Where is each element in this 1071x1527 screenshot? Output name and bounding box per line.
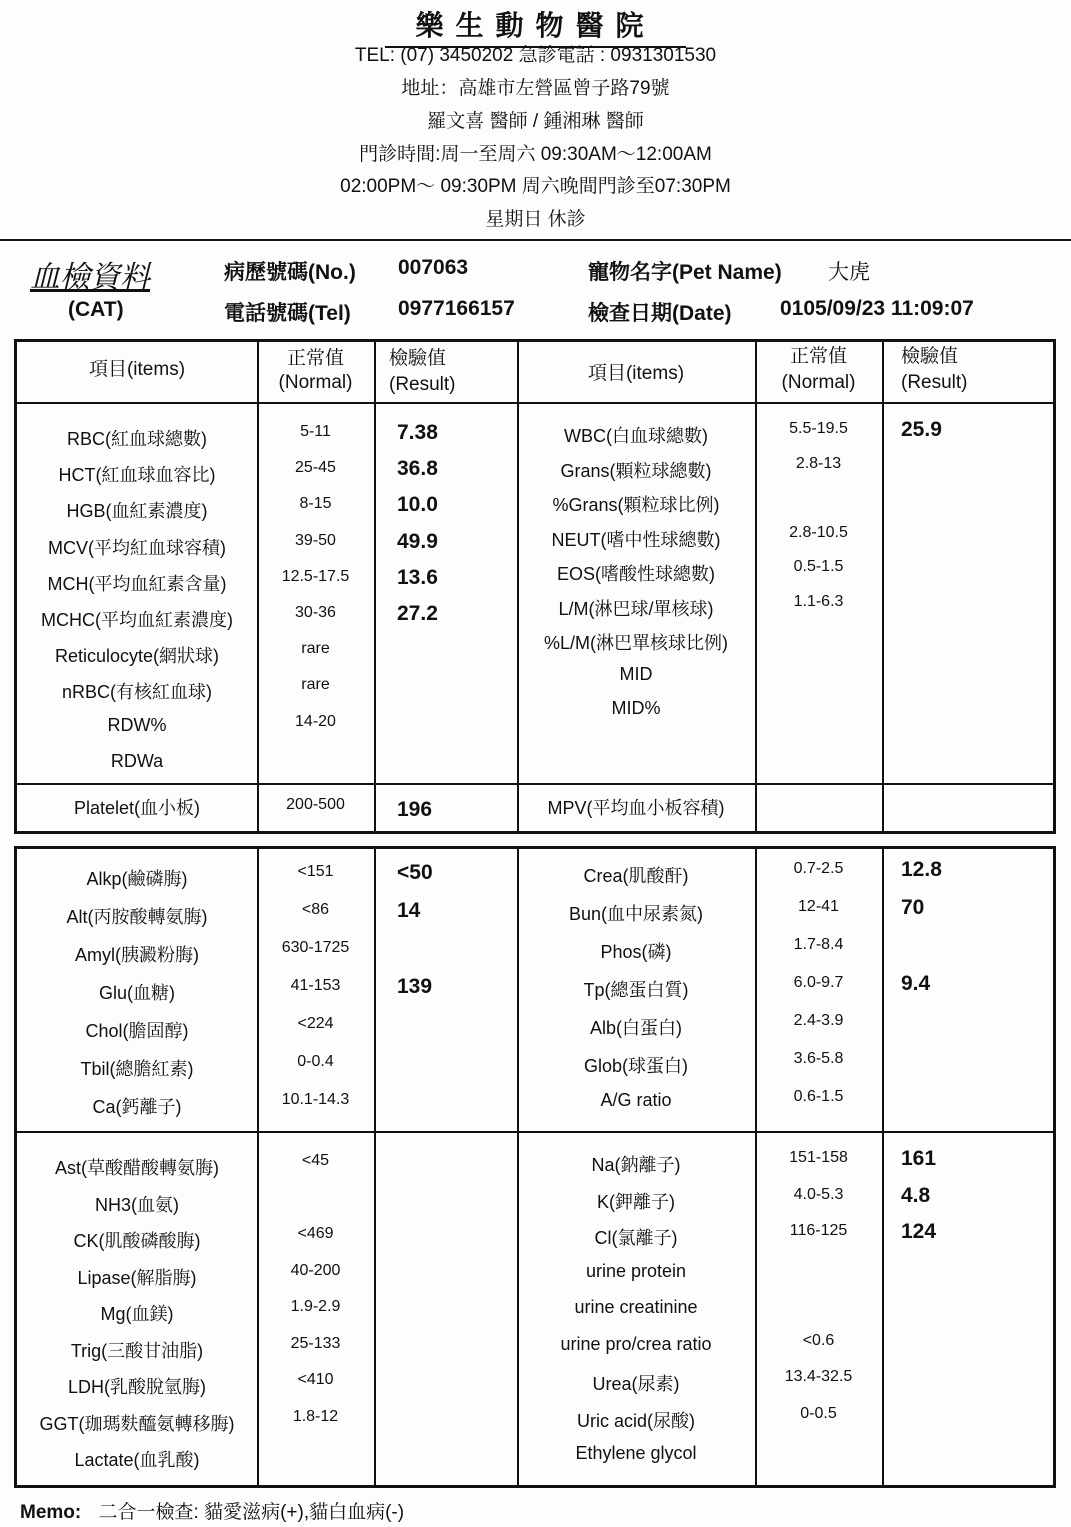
test-item-name: MCHC(平均血紅素濃度) [41, 610, 233, 630]
test-item-name: MID% [611, 698, 661, 718]
test-normal-range: 12-41 [798, 898, 839, 915]
test-result-value: 124 [901, 1220, 937, 1243]
header-result-left-1: 檢驗值 [389, 348, 447, 369]
test-normal-range: 1.1-6.3 [793, 592, 844, 610]
test-item-name: Tbil(總膽紅素) [80, 1059, 194, 1079]
hospital-name: 樂生動物醫院 [0, 4, 1071, 48]
test-result-value: 36.8 [397, 457, 438, 481]
test-normal-range: 6.0-9.7 [793, 974, 844, 991]
clinic-hours-3: 星期日 休診 [485, 209, 586, 230]
test-item-name: GGT(珈瑪麩醯氨轉移脢) [39, 1413, 235, 1434]
record-no: 007063 [398, 256, 469, 279]
species: (CAT) [68, 298, 124, 321]
test-normal-range: 630-1725 [281, 939, 350, 956]
test-item-name: Glob(球蛋白) [583, 1056, 688, 1076]
test-normal-range: 2.4-3.9 [793, 1012, 844, 1029]
test-normal-range: <86 [301, 901, 330, 918]
test-item-name: Ethylene glycol [575, 1443, 697, 1463]
test-item-name: RDW% [107, 714, 167, 735]
tel-label: 電話號碼(Tel) [224, 302, 351, 325]
test-result-value: 14 [397, 899, 421, 922]
test-result-value: 49.9 [397, 529, 438, 553]
test-item-name: Reticulocyte(網狀球) [54, 646, 220, 667]
test-normal-range: 13.4-32.5 [784, 1368, 853, 1385]
header-normal-right-1: 正常值 [789, 346, 847, 367]
test-item-name: %L/M(淋巴單核球比例) [544, 633, 728, 653]
test-item-name: Cl(氯離子) [594, 1228, 678, 1248]
test-result-value: <50 [397, 861, 433, 884]
test-normal-range: 0.5-1.5 [793, 558, 844, 575]
test-item-name: Trig(三酸甘油脂) [70, 1340, 204, 1361]
memo [20, 1497, 404, 1524]
test-normal-range: 2.8-10.5 [789, 523, 848, 541]
test-result-value: 161 [901, 1147, 937, 1170]
header-divider [0, 239, 1071, 241]
test-item-name: RDWa [110, 750, 164, 771]
test-item-name: Na(鈉離子) [591, 1155, 681, 1175]
clinic-hours-2: 02:00PM～ 09:30PM 周六晚間門診至07:30PM [340, 176, 731, 197]
test-item-name: L/M(淋巴球/單核球) [558, 598, 714, 619]
header-normal-right-2: (Normal) [781, 372, 856, 393]
header-result-left-2: (Result) [389, 374, 456, 395]
test-normal-range: rare [301, 640, 330, 658]
test-normal-range: 5-11 [300, 423, 331, 440]
test-item-name: HCT(紅血球血容比) [58, 465, 216, 486]
test-item-name: Alb(白蛋白) [589, 1018, 682, 1038]
test-normal-range: 1.9-2.9 [290, 1298, 341, 1315]
test-item-name: Lactate(血乳酸) [74, 1450, 200, 1470]
test-item-name: Amyl(胰澱粉脢) [75, 945, 199, 965]
platelet-normal: 200-500 [286, 796, 345, 813]
test-normal-range: 14-20 [295, 712, 336, 730]
address: 地址：高雄市左營區曾子路79號 [401, 78, 670, 99]
test-normal-range: 3.6-5.8 [793, 1050, 844, 1067]
test-normal-range: 0.6-1.5 [793, 1088, 844, 1105]
test-item-name: K(鉀離子) [597, 1191, 675, 1212]
test-item-name: Ca(鈣離子) [92, 1097, 182, 1117]
test-item-name: urine creatinine [574, 1297, 698, 1317]
test-item-name: Grans(顆粒球總數) [560, 460, 712, 481]
test-normal-range: 2.8-13 [795, 454, 842, 472]
test-result-value: 10.0 [397, 493, 438, 517]
test-normal-range: 116-125 [789, 1222, 848, 1239]
test-normal-range: 39-50 [295, 531, 336, 549]
test-item-name: Glu(血糖) [99, 983, 175, 1003]
test-item-name: Uric acid(尿酸) [576, 1410, 695, 1431]
test-item-name: CK(肌酸磷酸脢) [73, 1231, 201, 1251]
test-result-value: 9.4 [901, 972, 931, 995]
test-item-name: Phos(磷) [600, 942, 672, 962]
test-item-name: MID [619, 663, 653, 684]
test-result-value: 27.2 [397, 602, 438, 625]
platelet-item: Platelet(血小板) [73, 798, 201, 818]
header-normal-left-2: (Normal) [278, 372, 353, 393]
pet-name-label: 寵物名字(Pet Name) [588, 261, 782, 284]
test-normal-range: 0-0.5 [800, 1404, 837, 1422]
test-normal-range: 1.8-12 [292, 1407, 339, 1425]
header-normal-left-1: 正常值 [286, 348, 344, 369]
test-result-value: 13.6 [397, 565, 438, 589]
test-item-name: Crea(肌酸酐) [583, 866, 689, 886]
test-normal-range: <410 [297, 1371, 334, 1388]
test-normal-range: 8-15 [299, 495, 332, 513]
header-result-right-1: 檢驗值 [901, 346, 959, 367]
test-item-name: Bun(血中尿素氮) [568, 904, 703, 924]
mpv-item: MPV(平均血小板容積) [547, 798, 725, 818]
test-item-name: MCH(平均血紅素含量) [47, 573, 227, 594]
test-result-value: 25.9 [901, 418, 942, 441]
date: 0105/09/23 11:09:07 [780, 297, 974, 320]
test-normal-range: 12.5-17.5 [281, 567, 350, 585]
test-normal-range: 151-158 [789, 1149, 848, 1166]
header-item-right: 項目(items) [587, 363, 685, 384]
test-item-name: urine protein [585, 1260, 687, 1281]
test-item-name: Mg(血鎂) [100, 1304, 174, 1324]
test-item-name: Chol(膽固醇) [85, 1021, 189, 1041]
test-normal-range: 25-133 [290, 1334, 341, 1352]
clinic-hours-1: 門診時間:周一至周六 09:30AM～12:00AM [359, 144, 712, 165]
test-normal-range: <224 [297, 1015, 334, 1032]
test-normal-range: <151 [297, 863, 334, 880]
test-normal-range: rare [301, 676, 330, 694]
tel: 0977166157 [398, 297, 515, 320]
test-item-name: %Grans(顆粒球比例) [552, 495, 720, 515]
test-item-name: Tp(總蛋白質) [583, 980, 689, 1000]
test-item-name: Ast(草酸醋酸轉氨脢) [55, 1158, 219, 1178]
platelet-result: 196 [397, 798, 433, 821]
test-result-value: 4.8 [901, 1183, 931, 1207]
test-normal-range: 0.7-2.5 [793, 860, 844, 877]
memo-text: 二合一檢查: 貓愛滋病(+),貓白血病(-) [98, 1502, 405, 1523]
test-item-name: Urea(尿素) [592, 1374, 680, 1394]
test-normal-range: 4.0-5.3 [793, 1185, 844, 1203]
test-result-value: 12.8 [901, 858, 942, 881]
date-label: 檢查日期(Date) [588, 302, 732, 325]
test-normal-range: 5.5-19.5 [789, 420, 848, 437]
test-item-name: A/G ratio [600, 1090, 672, 1110]
test-item-name: HGB(血紅素濃度) [66, 501, 208, 522]
memo-label: Memo: [20, 1502, 82, 1523]
pet-name: 大虎 [828, 261, 870, 284]
test-item-name: RBC(紅血球總數) [67, 429, 207, 449]
test-normal-range: 10.1-14.3 [281, 1091, 350, 1108]
test-item-name: LDH(乳酸脫氫脢) [68, 1377, 206, 1397]
test-item-name: WBC(白血球總數) [564, 426, 708, 446]
section-title: 血檢資料 [30, 260, 150, 295]
test-normal-range: 41-153 [290, 977, 341, 994]
test-normal-range: 30-36 [295, 604, 336, 621]
record-no-label: 病歷號碼(No.) [224, 261, 356, 284]
test-normal-range: <0.6 [802, 1331, 835, 1349]
header-item-left: 項目(items) [88, 359, 186, 380]
test-normal-range: <45 [301, 1152, 330, 1169]
test-normal-range: 40-200 [290, 1261, 341, 1279]
phone-line: TEL: (07) 3450202 急診電話 : 0931301530 [354, 45, 717, 66]
test-item-name: NH3(血氨) [95, 1194, 179, 1215]
test-normal-range: <469 [297, 1225, 334, 1242]
test-result-value: 139 [397, 975, 433, 998]
header-result-right-2: (Result) [901, 372, 968, 393]
test-normal-range: 1.7-8.4 [793, 936, 844, 953]
test-item-name: nRBC(有核紅血球) [61, 682, 212, 703]
doctors: 羅文喜 醫師 / 鍾湘琳 醫師 [427, 111, 644, 132]
test-result-value: 7.38 [397, 421, 438, 444]
test-item-name: Lipase(解脂脢) [77, 1267, 197, 1288]
chemistry-table [14, 846, 1056, 1488]
test-item-name: urine pro/crea ratio [560, 1333, 712, 1354]
test-item-name: Alt(丙胺酸轉氨脢) [66, 907, 208, 927]
test-result-value: 70 [901, 896, 925, 919]
test-item-name: NEUT(嗜中性球總數) [551, 529, 721, 550]
test-normal-range: 25-45 [295, 459, 336, 477]
test-item-name: MCV(平均紅血球容積) [48, 537, 226, 558]
cbc-table [14, 339, 1056, 834]
test-item-name: Alkp(鹼磷脢) [86, 869, 188, 889]
test-item-name: EOS(嗜酸性球總數) [556, 564, 715, 584]
test-normal-range: 0-0.4 [297, 1053, 334, 1070]
